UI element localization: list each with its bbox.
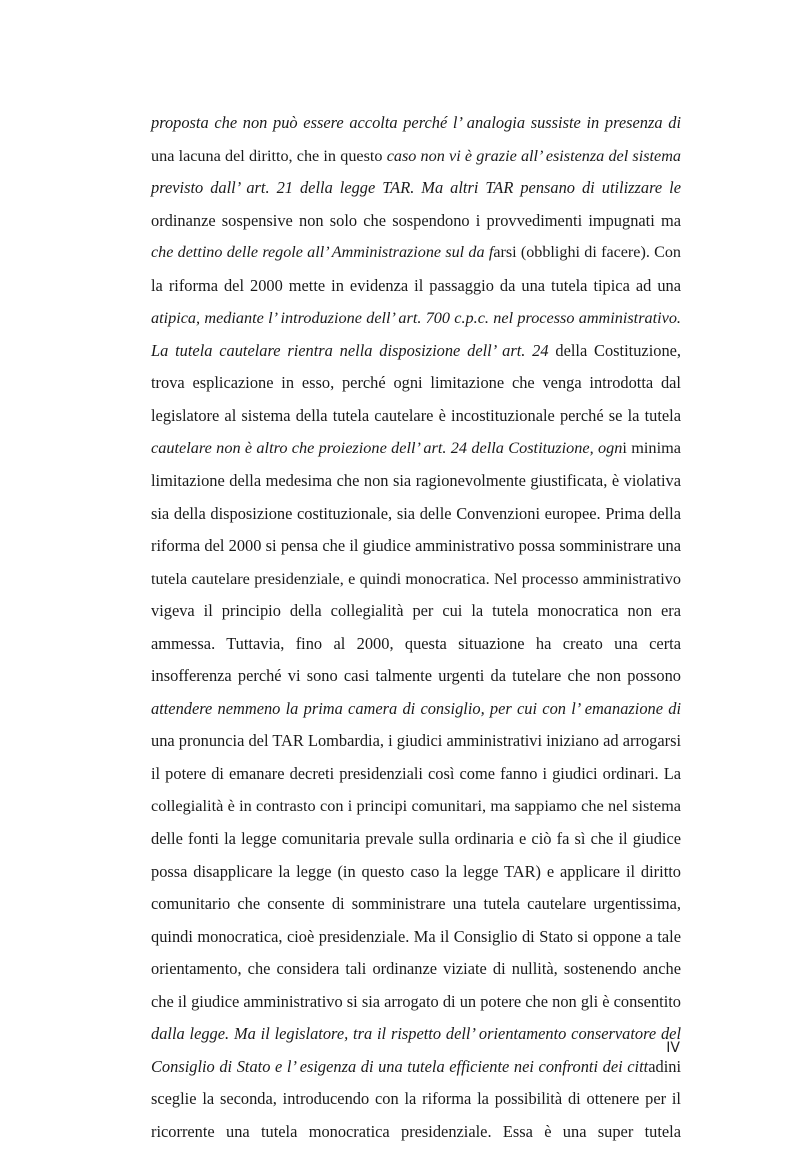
text-run: che il giudice amministrativo si sia arrogato di un potere che non gli è consentito — [151, 991, 681, 1011]
text-line — [151, 371, 681, 404]
text-line — [151, 957, 681, 990]
text-line — [151, 144, 681, 177]
text-line — [151, 762, 681, 795]
text-line — [151, 1087, 681, 1120]
text-run: riforma del 2000 si pensa che il giudice amministrativo possa somministrare una — [151, 536, 681, 556]
text-line — [151, 990, 681, 1023]
text-line — [151, 534, 681, 567]
text-run: una pronuncia del TAR Lombardia, i giudici amministrativi iniziano ad arrogarsi — [151, 731, 681, 751]
text-line — [151, 697, 681, 730]
text-line — [151, 502, 681, 535]
text-line — [151, 794, 681, 827]
text-run: una lacuna del diritto, che in questo — [151, 146, 387, 165]
text-run: trova esplicazione in esso, perché ogni limitazione che venga introdotta dal — [151, 373, 681, 393]
text-run: collegialità è in contrasto con i principi comunitari, ma sappiamo che nel sistema — [151, 796, 681, 816]
text-run: orientamento, che considera tali ordinanze viziate di nullità, sostenendo anche — [151, 959, 681, 979]
text-run: legislatore al sistema della tutela cautelare è incostituzionale perché se la tutela — [151, 405, 681, 425]
text-run: delle fonti la legge comunitaria prevale sulla ordinaria e ciò fa sì che il giudice — [151, 829, 681, 849]
text-run: quindi monocratica, cioè presidenziale. Ma il Consiglio di Stato si oppone a tale — [151, 926, 681, 946]
text-line — [151, 241, 681, 274]
text-line — [151, 209, 681, 242]
italic-text-run: atipica, mediante l’ introduzione dell’ art. 700 c.p.c. nel processo amministrativo. — [151, 309, 681, 328]
text-run: arsi (obblighi di facere). Con — [493, 244, 681, 262]
italic-text-run: proposta che non può essere accolta perché l’ analogia sussiste in presenza di — [151, 113, 681, 132]
italic-text-run: caso non vi è grazie all’ esistenza del sistema — [386, 146, 681, 165]
text-run: comunitario che consente di somministrare una tutela cautelare urgentissima, — [151, 894, 681, 914]
italic-text-run: Consiglio di Stato e l’ esigenza di una tutela efficiente nei confronti dei citt — [151, 1056, 649, 1076]
italic-text-run: dalla legge. Ma il legislatore, tra il rispetto dell’ orientamento conservatore del — [151, 1024, 681, 1044]
text-line — [151, 664, 681, 697]
italic-text-run: La tutela cautelare rientra nella disposizione dell’ art. 24 — [151, 340, 556, 360]
text-line — [151, 469, 681, 502]
text-line — [151, 729, 681, 762]
text-line — [151, 599, 681, 632]
text-line — [151, 567, 681, 600]
text-run: il potere di emanare decreti presidenziali così come fanno i giudici ordinari. La — [151, 763, 681, 783]
text-line — [151, 892, 681, 925]
text-line — [151, 306, 681, 339]
text-run: ammessa. Tuttavia, fino al 2000, questa situazione ha creato una certa — [151, 633, 681, 653]
text-line — [151, 827, 681, 860]
text-line — [151, 436, 681, 469]
text-run: limitazione della medesima che non sia ragionevolmente giustificata, è violativa — [151, 471, 681, 491]
text-line — [151, 1055, 681, 1088]
text-run: insofferenza perché vi sono casi talmente urgenti da tutelare che non possono — [151, 666, 681, 686]
text-run: ricorrente una tutela monocratica presidenziale. Essa è una super tutela — [151, 1121, 681, 1141]
italic-text-run: che dettino delle regole all’ Amministrazione sul da f — [151, 244, 494, 262]
text-line — [151, 111, 681, 144]
body-text — [151, 111, 681, 1153]
text-line — [151, 925, 681, 958]
text-line — [151, 176, 681, 209]
text-run: tutela cautelare presidenziale, e quindi monocratica. Nel processo amministrativo — [151, 569, 681, 588]
text-run: sia della disposizione costituzionale, sia delle Convenzioni europee. Prima della — [151, 503, 681, 523]
text-line — [151, 274, 681, 307]
italic-text-run: previsto dall’ art. 21 della legge TAR. Ma altri TAR pensano di utilizzare le — [151, 178, 681, 198]
text-line — [151, 1120, 681, 1153]
text-line — [151, 339, 681, 372]
italic-text-run: attendere nemmeno la prima camera di consiglio, per cui con l’ emanazione di — [151, 698, 681, 718]
text-run: della Costituzione, — [555, 340, 682, 360]
text-line — [151, 632, 681, 665]
text-run: la riforma del 2000 mette in evidenza il passaggio da una tutela tipica ad una — [151, 275, 681, 295]
text-run: possa disapplicare la legge (in questo caso la legge TAR) e applicare il diritto — [151, 861, 681, 881]
text-run: adini — [648, 1056, 681, 1076]
page-number: IV — [666, 1040, 680, 1056]
text-line — [151, 860, 681, 893]
italic-text-run: cautelare non è altro che proiezione dell’ art. 24 della Costituzione, ogn — [151, 438, 623, 458]
text-run: ordinanze sospensive non solo che sospendono i provvedimenti impugnati ma — [151, 210, 681, 230]
text-line — [151, 1022, 681, 1055]
text-run: vigeva il principio della collegialità per cui la tutela monocratica non era — [151, 601, 681, 621]
text-run: sceglie la seconda, introducendo con la riforma la possibilità di ottenere per il — [151, 1089, 681, 1109]
text-run: i minima — [622, 438, 681, 458]
text-line — [151, 404, 681, 437]
